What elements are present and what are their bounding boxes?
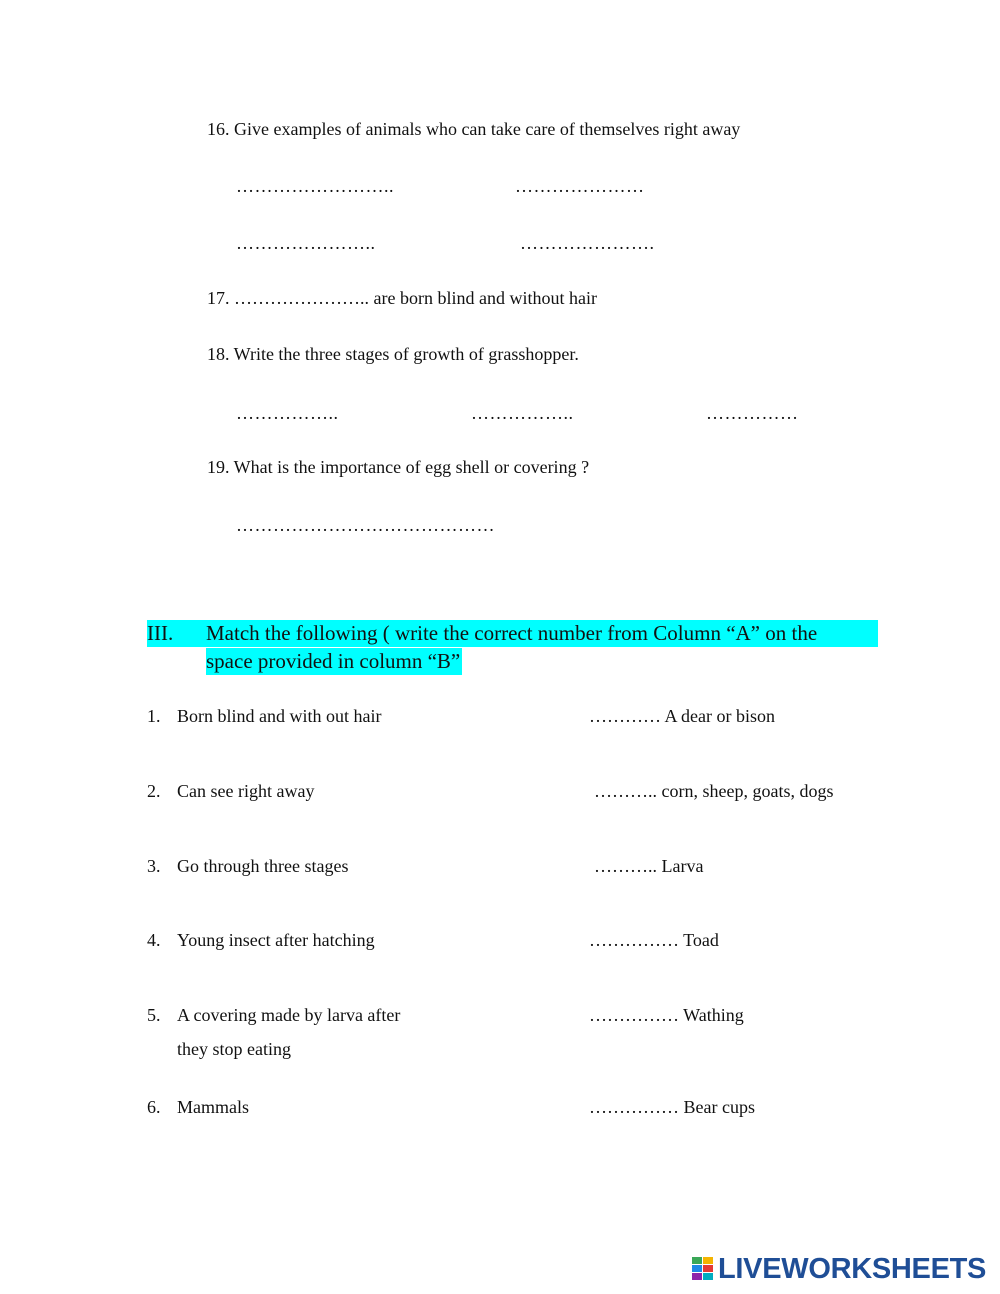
answer-blank[interactable]: ………………….. — [236, 233, 376, 253]
question-19: 19. What is the importance of egg shell or covering ? — [207, 457, 590, 477]
liveworksheets-logo-icon — [692, 1256, 714, 1282]
answer-blank[interactable]: …………….. — [471, 403, 574, 423]
answer-blank[interactable]: ………………… — [515, 176, 645, 196]
match-num: 1. — [147, 706, 161, 726]
match-num: 3. — [147, 856, 161, 876]
match-num: 4. — [147, 930, 161, 950]
answer-blank[interactable]: …………………………………… — [236, 515, 495, 535]
question-17: 17. ………………….. are born blind and without hair — [207, 288, 597, 308]
match-num: 5. — [147, 1005, 161, 1025]
column-b-item[interactable]: ………… A dear or bison — [589, 706, 775, 726]
column-a-item: Go through three stages — [177, 856, 349, 876]
column-a-item: Mammals — [177, 1097, 249, 1117]
liveworksheets-logo — [692, 1253, 986, 1285]
question-18: 18. Write the three stages of growth of grasshopper. — [207, 344, 579, 364]
section-numeral: III. — [147, 620, 206, 647]
logo-wordmark: LIVEWORKSHEETS — [718, 1252, 987, 1285]
answer-blank[interactable]: …………………. — [520, 233, 655, 253]
column-b-item[interactable]: …………… Bear cups — [589, 1097, 755, 1117]
column-b-item[interactable]: ……….. corn, sheep, goats, dogs — [594, 781, 834, 801]
match-num: 6. — [147, 1097, 161, 1117]
column-a-item-continued: they stop eating — [177, 1039, 291, 1059]
answer-blank[interactable]: …………………….. — [236, 176, 394, 196]
column-a-item: Can see right away — [177, 781, 315, 801]
match-num: 2. — [147, 781, 161, 801]
column-b-item[interactable]: ……….. Larva — [594, 856, 704, 876]
column-a-item: Young insect after hatching — [177, 930, 375, 950]
answer-blank[interactable]: …………….. — [236, 403, 339, 423]
column-b-item[interactable]: …………… Wathing — [589, 1005, 744, 1025]
question-16: 16. Give examples of animals who can take care of themselves right away — [207, 119, 741, 139]
answer-blank[interactable]: …………… — [706, 403, 799, 423]
column-a-item: Born blind and with out hair — [177, 706, 382, 726]
column-b-item[interactable]: …………… Toad — [589, 930, 719, 950]
column-a-item: A covering made by larva after — [177, 1005, 401, 1025]
section-heading-line1: Match the following ( write the correct number from Column “A” on the — [206, 620, 878, 647]
section-heading-line2: space provided in column “B” — [206, 649, 461, 673]
